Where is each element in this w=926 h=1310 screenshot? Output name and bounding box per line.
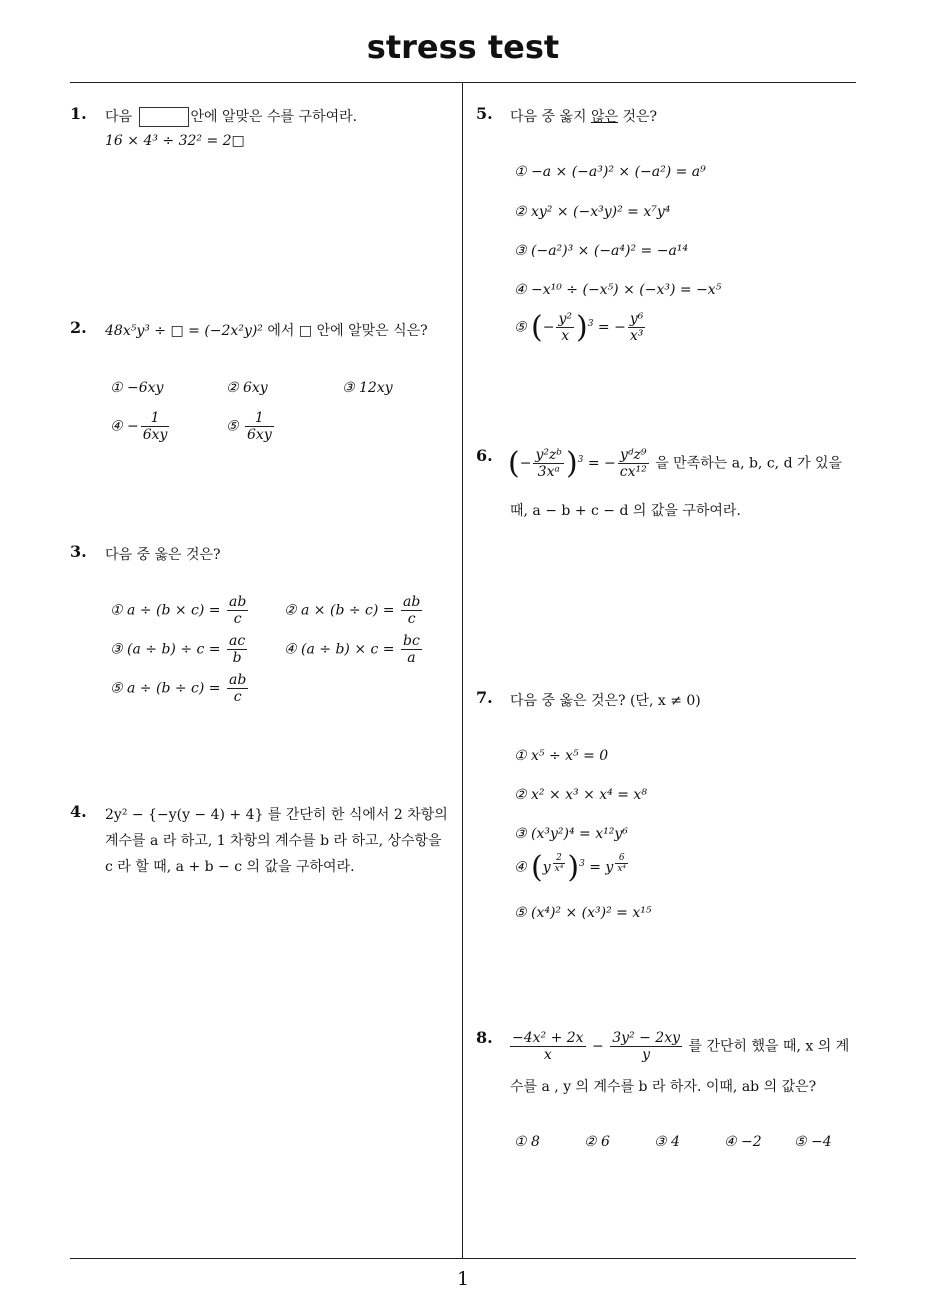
fraction-numerator: yᵈz⁹	[618, 447, 649, 464]
page-title: stress test	[366, 28, 560, 66]
fraction-numerator: y⁶	[629, 311, 644, 327]
top-rule	[70, 82, 856, 83]
fraction	[245, 410, 274, 443]
question-text	[510, 106, 657, 126]
option-label: ③ (a ÷ b) ÷ c =	[110, 641, 221, 658]
option-label: ⑤ a ÷ (b ÷ c) =	[110, 680, 221, 697]
exponent: 3	[579, 858, 585, 869]
question-text-line: 수를 a , y 의 계수를 b 라 하자. 이때, ab 의 값은?	[510, 1079, 817, 1095]
option-4[interactable]	[110, 410, 171, 443]
option-5[interactable]	[110, 672, 250, 705]
question-text-part: 다음 중 옳지	[510, 109, 587, 125]
option-4[interactable]: ④ (y $^{\frac{2}{\text{x⁴}}}$ )$^3$ = y $^{\frac{6}{\text{x⁴}}}$	[514, 850, 627, 885]
option-2[interactable]: ② x² × x³ × x⁴ = x⁸	[514, 787, 647, 803]
fraction-denominator: b	[232, 650, 242, 666]
option-4[interactable]: ④ −x¹⁰ ÷ (−x⁵) × (−x³) = −x⁵	[514, 282, 722, 298]
fraction-numerator: ab	[402, 594, 421, 610]
option-3[interactable]	[110, 633, 249, 666]
question-text-line: 계수를 a 라 하고, 1 차항의 계수를 b 라 하고, 상수항을	[105, 833, 442, 849]
fraction-numerator: bc	[402, 633, 420, 649]
question-number: 3.	[70, 542, 87, 561]
question-text-part: 안에 알맞은 수를 구하여라.	[190, 109, 358, 125]
question-text-part: 를 간단히 했을 때, x 의 계	[688, 1038, 850, 1055]
option-3[interactable]: ③ (x³y²)⁴ = x¹²y⁶	[514, 826, 628, 842]
question-text	[105, 106, 357, 127]
fraction	[618, 447, 649, 480]
option-5[interactable]: ⑤ (− $\frac{\text{y²}}{x}$ )$^3$ = − $\frac{\text{y⁶}}{\text{x³}}$	[514, 310, 644, 345]
question-text: 다음 중 옳은 것은?	[105, 547, 221, 563]
fraction	[141, 410, 170, 443]
fraction-numerator: ab	[228, 672, 247, 688]
question-number: 8.	[476, 1028, 493, 1047]
fraction-denominator: a	[407, 650, 416, 666]
fraction-denominator: x	[561, 328, 570, 344]
page-number: 1	[456, 1268, 470, 1290]
fraction-denominator: x⁴	[554, 863, 564, 874]
fraction	[510, 1030, 586, 1063]
question-number: 5.	[476, 104, 493, 123]
fraction-denominator: x⁴	[617, 863, 627, 874]
option-1[interactable]: ① x⁵ ÷ x⁵ = 0	[514, 748, 609, 764]
option-2[interactable]: ② 6xy	[226, 380, 268, 396]
underlined-word: 않은	[590, 109, 619, 125]
question-text: 다음 중 옳은 것은? (단, x ≠ 0)	[510, 693, 701, 709]
option-2[interactable]: ② 6	[584, 1134, 610, 1150]
option-3[interactable]: ③ 4	[654, 1134, 680, 1150]
option-label: ④ (a ÷ b) × c =	[284, 641, 395, 658]
fraction-denominator: c	[233, 611, 242, 627]
question-text-part: 것은?	[622, 109, 658, 125]
fraction-denominator: c	[407, 611, 416, 627]
option-1[interactable]: ① −6xy	[110, 380, 164, 396]
question-expression: $\frac{\text{−4x² + 2x}}{x}$ − $\frac{\text{3y² − 2xy}}{y}$ 를 간단히 했을 때, x 의 계	[512, 1030, 850, 1063]
fraction	[401, 633, 422, 666]
fraction-numerator: ab	[228, 594, 247, 610]
option-5[interactable]: ⑤ −4	[794, 1134, 832, 1150]
fraction-denominator: x	[543, 1047, 552, 1063]
option-2[interactable]	[284, 594, 424, 627]
question-expression: (− $\frac{\text{y²zᵇ}}{\text{3xᵃ}}$ )$^3$ = − $\frac{\text{yᵈz⁹}}{\text{cx¹²}}$ 을 만족하는 a, b, c, d 가 있을	[508, 446, 843, 481]
answer-blank-box	[139, 107, 189, 127]
question-text-line: 2y² − {−y(y − 4) + 4} 를 간단히 한 식에서 2 차항의	[105, 807, 448, 823]
fraction-denominator: c	[233, 689, 242, 705]
fraction	[610, 1030, 682, 1063]
question-text-part: 을 만족하는 a, b, c, d 가 있을	[655, 455, 843, 472]
option-label: ⑤	[514, 319, 527, 336]
option-1[interactable]	[110, 594, 250, 627]
option-2[interactable]: ② xy² × (−x³y)² = x⁷y⁴	[514, 204, 671, 220]
option-5[interactable]: ⑤ (x⁴)² × (x³)² = x¹⁵	[514, 905, 652, 921]
question-number: 4.	[70, 802, 87, 821]
option-label: ④	[514, 859, 527, 876]
fraction	[628, 311, 646, 344]
fraction-denominator: y	[642, 1047, 651, 1063]
bottom-rule	[70, 1258, 856, 1259]
option-label: ② a × (b ÷ c) =	[284, 602, 395, 619]
question-text	[105, 320, 428, 340]
option-4[interactable]	[284, 633, 424, 666]
option-1[interactable]: ① −a × (−a³)² × (−a²) = a⁹	[514, 164, 706, 180]
question-text-line: c 라 할 때, a + b − c 의 값을 구하여라.	[105, 859, 355, 875]
option-1[interactable]: ① 8	[514, 1134, 540, 1150]
fraction-numerator: 2	[553, 853, 566, 864]
fraction-denominator: 3xᵃ	[537, 464, 560, 480]
fraction-denominator: 6xy	[247, 427, 272, 443]
question-number: 1.	[70, 104, 87, 123]
fraction-numerator: y²	[558, 311, 572, 327]
option-3[interactable]: ③ (−a²)³ × (−a⁴)² = −a¹⁴	[514, 243, 689, 259]
question-number: 6.	[476, 446, 493, 465]
fraction-numerator: 3y² − 2xy	[612, 1030, 681, 1046]
fraction-numerator: ac	[228, 633, 246, 649]
question-text-line: 때, a − b + c − d 의 값을 구하여라.	[510, 503, 741, 519]
option-3[interactable]: ③ 12xy	[342, 380, 393, 396]
fraction	[227, 672, 248, 705]
exponent-fraction	[615, 853, 628, 874]
fraction	[401, 594, 422, 627]
fraction	[533, 447, 564, 480]
question-expression: 48x⁵y³ ÷ □ = (−2x²y)²	[105, 323, 263, 339]
question-text-part: 다음	[105, 109, 133, 125]
question-number: 7.	[476, 688, 493, 707]
question-expression: 16 × 4³ ÷ 32² = 2□	[105, 133, 245, 149]
option-label: ① a ÷ (b × c) =	[110, 602, 221, 619]
fraction-numerator: −4x² + 2x	[512, 1030, 584, 1046]
fraction	[227, 594, 248, 627]
exponent-fraction	[553, 853, 566, 874]
option-sign: −	[127, 418, 139, 435]
fraction-numerator: 1	[141, 410, 170, 427]
exponent: 3	[587, 318, 594, 329]
option-label: ⑤	[226, 418, 239, 435]
fraction-numerator: y²zᵇ	[535, 447, 562, 463]
option-5[interactable]	[226, 410, 276, 443]
fraction-denominator: 6xy	[142, 427, 168, 443]
fraction-denominator: cx¹²	[619, 464, 647, 480]
fraction-numerator: 6	[615, 853, 628, 864]
option-label: ④	[110, 418, 123, 435]
column-divider	[462, 83, 463, 1259]
option-4[interactable]: ④ −2	[724, 1134, 762, 1150]
fraction	[556, 311, 574, 344]
exponent: 3	[577, 454, 584, 465]
fraction-denominator: x³	[629, 328, 644, 344]
question-text-part: 에서 □ 안에 알맞은 식은?	[267, 323, 428, 339]
fraction-numerator: 1	[245, 410, 274, 427]
fraction	[227, 633, 247, 666]
question-number: 2.	[70, 318, 87, 337]
